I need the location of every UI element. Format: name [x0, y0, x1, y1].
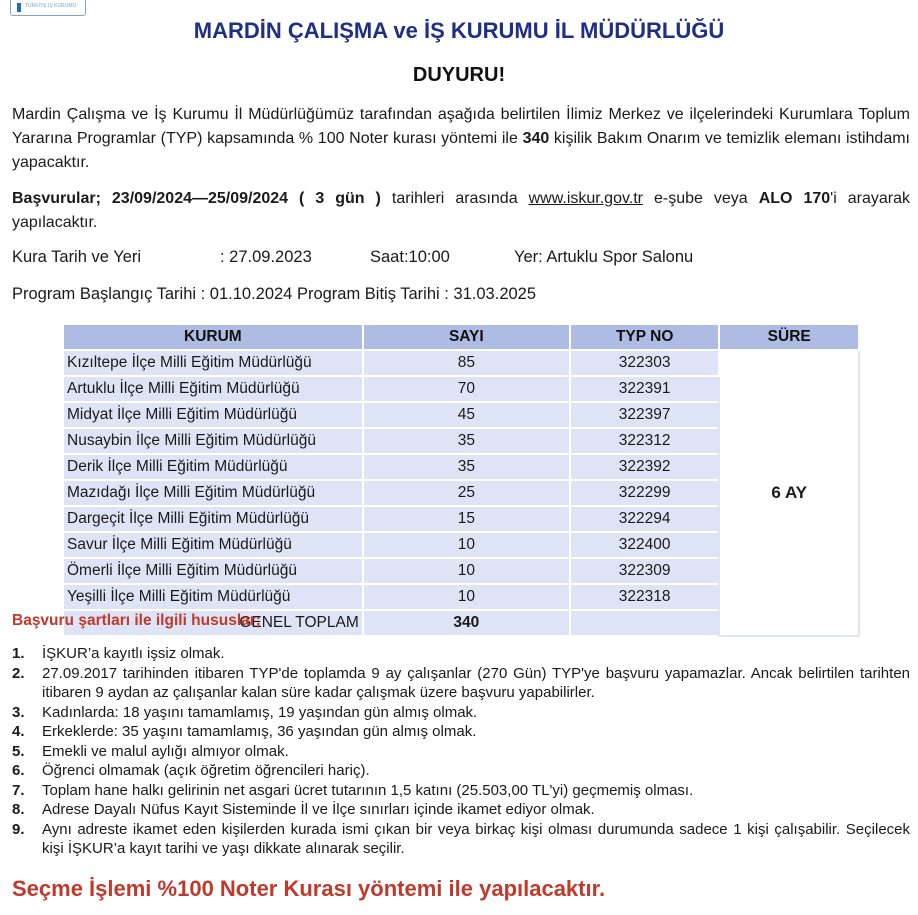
announcement-heading: DUYURU! [412, 64, 506, 86]
institution-table [62, 323, 860, 637]
cell-sayi: 10 [363, 584, 570, 610]
list-item: 6. Öğrenci olmamak (açık öğretim öğrencileri hariç). [12, 762, 370, 779]
cell-sayi: 10 [363, 558, 570, 584]
cell-typ-no: 322303 [570, 350, 720, 376]
cell-typ-no: 322312 [570, 428, 720, 454]
cell-kurum: Dargeçit İlçe Milli Eğitim Müdürlüğü [63, 506, 363, 532]
cell-sayi: 35 [363, 428, 570, 454]
intro-paragraph [12, 103, 910, 175]
cell-kurum: Mazıdağı İlçe Milli Eğitim Müdürlüğü [63, 480, 363, 506]
header-sayi: SAYI [363, 324, 570, 350]
cell-kurum: Ömerli İlçe Milli Eğitim Müdürlüğü [63, 558, 363, 584]
list-item: 7. Toplam hane halkı gelirinin net asgari ücret tutarının 1,5 katını (25.503,00 TL'yi) geçmemiş olması. [12, 781, 694, 799]
cell-typ-no: 322391 [570, 376, 720, 402]
cell-typ-no: 322397 [570, 402, 720, 428]
page-title: MARDİN ÇALIŞMA ve İŞ KURUMU İL MÜDÜRLÜĞÜ [193, 18, 725, 43]
list-item: 8. Adrese Dayalı Nüfus Kayıt Sisteminde İl ve İlçe sınırları içinde ikamet ediyor olmak. [12, 801, 595, 818]
cell-typ-no: 322294 [570, 506, 720, 532]
draw-place: Yer: Artuklu Spor Salonu [514, 248, 694, 266]
list-item: 2. 27.09.2017 tarihinden itibaren TYP'de toplamda 9 ay çalışanlar (270 Gün) TYP'ye başvuru yapamazlar. Ancak belirtilen tarihten itibaren 9 aydan az çalışanlar kalan süre kadar çalışmak üzere başvuru yapabilirler. [12, 664, 910, 701]
header-kurum: KURUM [63, 324, 363, 350]
condition-text: Öğrenci olmamak (açık öğretim öğrencileri hariç). [42, 762, 370, 779]
cell-sayi: 45 [363, 402, 570, 428]
list-item: 5. Emekli ve malul aylığı almıyor olmak. [12, 742, 289, 760]
conditions-title: Başvuru şartları ile ilgili hususlar; [12, 612, 261, 629]
condition-text: Emekli ve malul aylığı almıyor olmak. [42, 742, 289, 760]
header-typ-no: TYP NO [570, 324, 720, 350]
total-label: GENEL TOPLAM [63, 610, 363, 636]
cell-kurum: Derik İlçe Milli Eğitim Müdürlüğü [63, 454, 363, 480]
cell-sayi: 15 [363, 506, 570, 532]
cell-typ-no: 322400 [570, 532, 720, 558]
cell-typ-no: 322318 [570, 584, 720, 610]
cell-sure: 6 AY [719, 350, 859, 636]
draw-time: Saat:10:00 [370, 248, 450, 266]
logo-mark-icon [17, 3, 21, 12]
application-after: e-şube veya [643, 190, 759, 207]
cell-sayi: 25 [363, 480, 570, 506]
cell-sayi: 85 [363, 350, 570, 376]
iskur-link[interactable]: www.iskur.gov.tr [528, 190, 643, 207]
cell-typ-no: 322309 [570, 558, 720, 584]
cell-kurum: Nusaybin İlçe Milli Eğitim Müdürlüğü [63, 428, 363, 454]
list-item: 3. Kadınlarda: 18 yaşını tamamlamış, 19 yaşından gün almış olmak. [12, 703, 478, 721]
footer-note: Seçme İşlemi %100 Noter Kurası yöntemi ile yapılacaktır. [12, 876, 606, 901]
intro-text-b: kişilik Bakım Onarım ve temizlik elemanı istihdamı yapacaktır. [12, 130, 911, 171]
condition-text: Kadınlarda: 18 yaşını tamamlamış, 19 yaşından gün almış olmak. [42, 703, 478, 721]
cell-kurum: Yeşilli İlçe Milli Eğitim Müdürlüğü [63, 584, 363, 610]
condition-text: Adrese Dayalı Nüfus Kayıt Sisteminde İl ve İlçe sınırları içinde ikamet ediyor olmak. [42, 801, 595, 818]
condition-text: Erkeklerde: 35 yaşını tamamlamış, 36 yaşından gün almış olmak. [42, 723, 477, 740]
total-value: 340 [363, 610, 570, 636]
cell-kurum: Midyat İlçe Milli Eğitim Müdürlüğü [63, 402, 363, 428]
condition-text: Aynı adreste ikamet eden kişilerden kurada ismi çıkan bir veya birkaç kişi olması durumunda sadece 1 kişi çalışabilir. Seçilecek kişi İŞKUR’a kayıt tarihi ve yaşı dikkate alınarak seçilir. [42, 820, 910, 857]
cell-sayi: 70 [363, 376, 570, 402]
draw-label: Kura Tarih ve Yeri [12, 248, 142, 266]
cell-sayi: 10 [363, 532, 570, 558]
header-sure: SÜRE [719, 324, 859, 350]
application-mid: tarihleri arasında [380, 190, 529, 207]
application-paragraph [12, 187, 910, 235]
total-typ-empty [570, 610, 720, 636]
iskur-logo [10, 0, 86, 16]
cell-kurum: Savur İlçe Milli Eğitim Müdürlüğü [63, 532, 363, 558]
application-tail: 'i arayarak yapılacaktır. [12, 190, 911, 231]
intro-count: 340 [522, 130, 550, 147]
cell-typ-no: 322392 [570, 454, 720, 480]
cell-sayi: 35 [363, 454, 570, 480]
alo-phone: ALO 170 [758, 190, 831, 207]
cell-kurum: Kızıltepe İlçe Milli Eğitim Müdürlüğü [63, 350, 363, 376]
list-item: 4. Erkeklerde: 35 yaşını tamamlamış, 36 yaşından gün almış olmak. [12, 723, 477, 740]
logo-text: TÜRKİYE İŞ KURUMU [25, 3, 77, 9]
cell-kurum: Artuklu İlçe Milli Eğitim Müdürlüğü [63, 376, 363, 402]
draw-date: : 27.09.2023 [220, 248, 312, 266]
intro-text-a: Mardin Çalışma ve İş Kurumu İl Müdürlüğümüz tarafından aşağıda belirtilen İlimiz Merkez ve ilçelerindeki Kurumlara Toplum Yararına Programlar (TYP) kapsamında % 100 Noter kurası yöntemi ile [12, 106, 910, 147]
condition-text: İŞKUR’a kayıtlı işsiz olmak. [42, 645, 225, 662]
condition-text: Toplam hane halkı gelirinin net asgari ücret tutarının 1,5 katını (25.503,00 TL'yi) geçmemiş olması. [42, 781, 694, 799]
program-dates: Program Başlangıç Tarihi : 01.10.2024 Program Bitiş Tarihi : 31.03.2025 [12, 285, 537, 303]
table-row [63, 350, 859, 376]
table-header-row [63, 324, 859, 350]
list-item: 1. İŞKUR’a kayıtlı işsiz olmak. [12, 645, 225, 662]
list-item: 9. Aynı adreste ikamet eden kişilerden kurada ismi çıkan bir veya birkaç kişi olması durumunda sadece 1 kişi çalışabilir. Seçilecek kişi İŞKUR’a kayıt tarihi ve yaşı dikkate alınarak seçilir. [12, 820, 910, 857]
condition-text: 27.09.2017 tarihinden itibaren TYP'de toplamda 9 ay çalışanlar (270 Gün) TYP'ye başvuru yapamazlar. Ancak belirtilen tarihten itibaren 9 aydan az çalışanlar kalan süre kadar çalışmak üzere başvuru yapabilirler. [42, 664, 910, 701]
application-label: Başvurular; 23/09/2024—25/09/2024 ( 3 gün ) [12, 190, 381, 207]
conditions-list [12, 644, 910, 859]
cell-typ-no: 322299 [570, 480, 720, 506]
